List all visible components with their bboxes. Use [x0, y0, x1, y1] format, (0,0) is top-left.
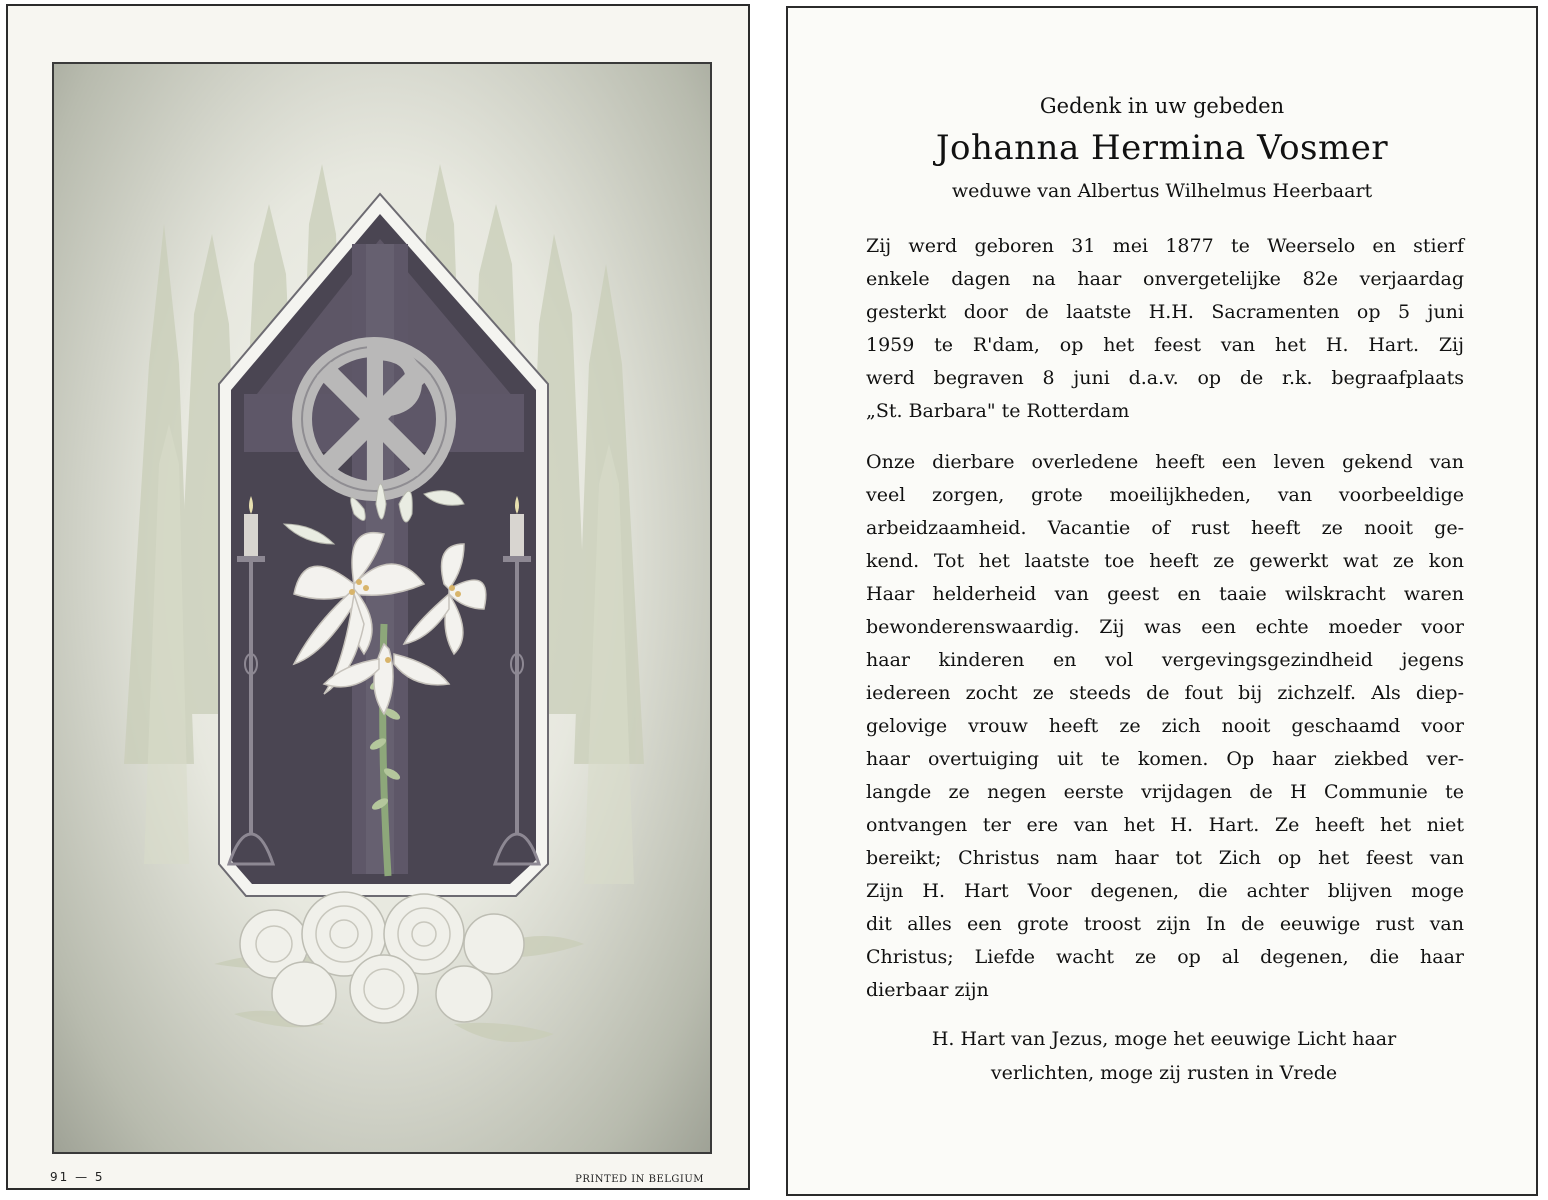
memorial-card-front	[6, 4, 750, 1190]
text-line: kend. Tot het laatste toe heeft ze gewerkt wat ze kon	[866, 550, 1464, 572]
text-line: gelovige vrouw heeft ze zich nooit geschaamd voor	[866, 715, 1464, 737]
text-line: verlichten, moge zij rusten in Vrede	[990, 1062, 1338, 1084]
printer-note: PRINTED IN BELGIUM	[575, 1174, 704, 1185]
text-line: bewonderenswaardig. Zij was een echte moeder voor	[866, 616, 1464, 638]
devotional-illustration	[52, 62, 712, 1154]
text-line: Zij werd geboren 31 mei 1877 te Weerselo en stierf	[866, 235, 1464, 257]
deceased-name: Johanna Hermina Vosmer	[935, 128, 1389, 168]
text-line: ontvangen ter ere van het H. Hart. Ze heeft het niet	[866, 814, 1464, 836]
text-line: „St. Barbara" te Rotterdam	[866, 400, 1130, 422]
text-line: werd begraven 8 juni d.a.v. op de r.k. begraafplaats	[866, 367, 1464, 389]
text-line: dit alles een grote troost zijn In de eeuwige rust van	[866, 913, 1464, 935]
text-line: H. Hart van Jezus, moge het eeuwige Licht haar	[931, 1028, 1397, 1050]
text-line: bereikt; Christus nam haar tot Zich op het feest van	[866, 847, 1464, 869]
text-line: iedereen zocht ze steeds de fout bij zichzelf. Als diep-	[866, 682, 1464, 704]
memorial-card-back	[786, 6, 1538, 1196]
illustration-artwork	[54, 64, 710, 1152]
text-line: Haar helderheid van geest en taaie wilskracht waren	[866, 583, 1464, 605]
tribute-paragraph	[866, 446, 1464, 1007]
text-line: haar kinderen en vol vergevingsgezindheid jegens	[866, 649, 1464, 671]
text-line: veel zorgen, grote moeilijkheden, van voorbeeldige	[866, 484, 1464, 506]
series-code: 91 — 5	[50, 1170, 105, 1184]
text-line: arbeidzaamheid. Vacantie of rust heeft ze nooit ge-	[866, 517, 1464, 539]
text-line: langde ze negen eerste vrijdagen de H Communie te	[866, 781, 1464, 803]
text-line: enkele dagen na haar onvergetelijke 82e verjaardag	[866, 268, 1464, 290]
biography-paragraph	[866, 230, 1464, 428]
text-line: gesterkt door de laatste H.H. Sacramenten op 5 juni	[866, 301, 1464, 323]
intro-line: Gedenk in uw gebeden	[1039, 94, 1285, 118]
text-line: Onze dierbare overledene heeft een leven gekend van	[866, 451, 1464, 473]
text-line: 1959 te R'dam, op het feest van het H. Hart. Zij	[866, 334, 1464, 356]
flower-bouquet	[214, 892, 584, 1042]
widow-subtitle: weduwe van Albertus Wilhelmus Heerbaart	[951, 180, 1373, 202]
text-line: Christus; Liefde wacht ze op al degenen, die haar	[866, 946, 1464, 968]
text-line: haar overtuiging uit te komen. Op haar ziekbed ver-	[866, 748, 1464, 770]
text-line: Zijn H. Hart Voor degenen, die achter blijven moge	[866, 880, 1464, 902]
text-line: dierbaar zijn	[866, 979, 989, 1001]
closing-prayer	[848, 1022, 1480, 1090]
